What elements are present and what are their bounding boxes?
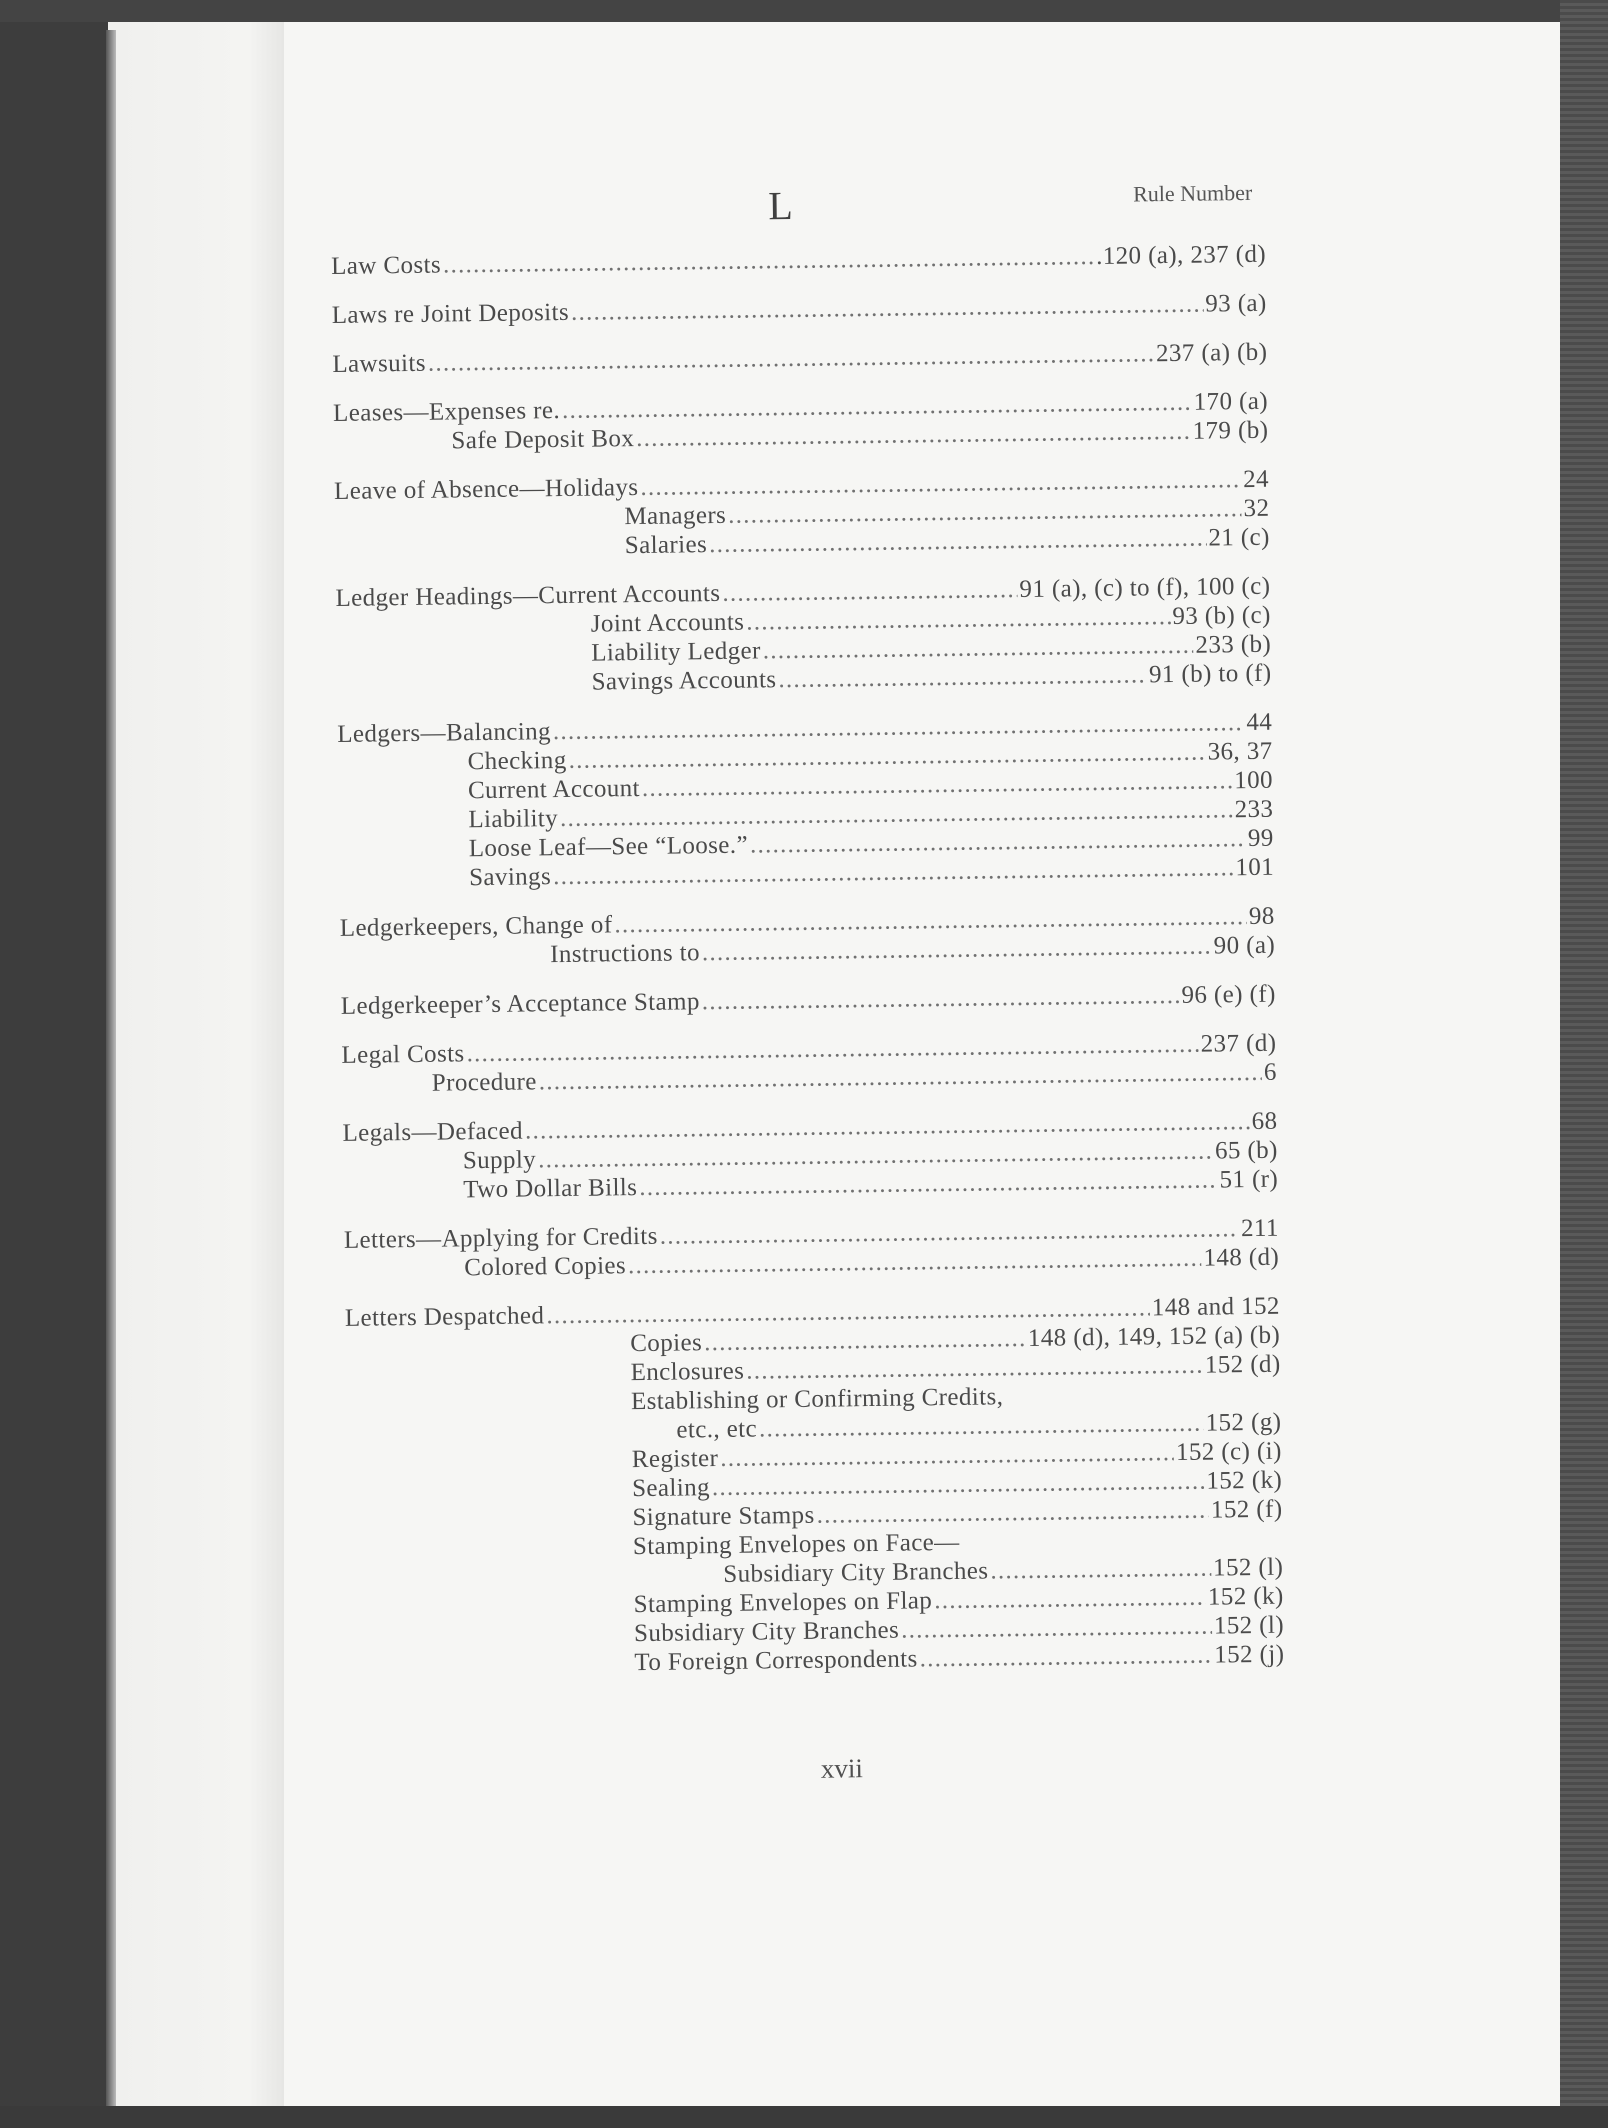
entry-heading: Laws re Joint Deposits bbox=[331, 298, 570, 329]
entry-rule-ref: 65 (b) bbox=[1214, 1136, 1278, 1165]
index-group bbox=[332, 289, 1267, 330]
scan-bottom-border bbox=[0, 2106, 1608, 2128]
entry-rule-ref: 237 (a) (b) bbox=[1155, 338, 1268, 368]
index-entry bbox=[332, 289, 1267, 330]
entry-rule-ref: 237 (d) bbox=[1200, 1029, 1277, 1058]
entry-rule-ref: 152 (l) bbox=[1212, 1553, 1284, 1582]
index-group bbox=[345, 1292, 1285, 1681]
entry-rule-ref: 44 bbox=[1246, 708, 1273, 737]
index-group bbox=[337, 708, 1274, 894]
index-group bbox=[341, 1029, 1277, 1099]
entry-heading: Law Costs bbox=[330, 251, 442, 280]
index-group bbox=[340, 902, 1276, 972]
subentry-label: Savings bbox=[468, 863, 552, 892]
index-group bbox=[333, 387, 1269, 457]
subentry-label: Enclosures bbox=[630, 1357, 745, 1387]
entry-rule-ref: 24 bbox=[1243, 465, 1270, 494]
entry-rule-ref: 152 (k) bbox=[1207, 1582, 1284, 1611]
entry-heading: Legal Costs bbox=[341, 1040, 465, 1069]
entry-rule-ref: 68 bbox=[1251, 1107, 1278, 1136]
entry-rule-ref: 233 bbox=[1234, 795, 1274, 824]
subentry-label: Signature Stamps bbox=[632, 1501, 815, 1532]
subentry-label: Procedure bbox=[431, 1068, 537, 1097]
subentry-label: etc., etc bbox=[676, 1415, 758, 1444]
entry-rule-ref: 93 (a) bbox=[1205, 289, 1267, 318]
rule-number-heading: Rule Number bbox=[1132, 179, 1253, 207]
subentry-label: Sealing bbox=[631, 1474, 711, 1503]
entry-rule-ref: 93 (b) (c) bbox=[1172, 601, 1271, 631]
subentry-label: Supply bbox=[462, 1146, 537, 1175]
scan-top-border bbox=[0, 0, 1608, 22]
leader-dots bbox=[428, 339, 1155, 378]
leader-dots bbox=[816, 1496, 1209, 1530]
entry-heading: Letters—Applying for Credits bbox=[343, 1222, 658, 1254]
entry-rule-ref: 90 (a) bbox=[1213, 931, 1276, 960]
scan-right-border bbox=[1560, 0, 1608, 2128]
subentry-label: Stamping Envelopes on Face— bbox=[632, 1528, 960, 1561]
index-entries bbox=[331, 240, 1285, 1701]
index-group bbox=[344, 1214, 1280, 1284]
index-group bbox=[341, 980, 1276, 1021]
leader-dots bbox=[702, 981, 1180, 1016]
entry-heading: Leave of Absence—Holidays bbox=[333, 473, 639, 505]
entry-rule-ref: 152 (f) bbox=[1210, 1495, 1283, 1524]
subentry-label: To Foreign Correspondents bbox=[634, 1645, 918, 1677]
subentry-label: Managers bbox=[624, 501, 727, 531]
page-binding-edge bbox=[106, 30, 116, 2115]
entry-heading: Letters Despatched bbox=[344, 1302, 545, 1332]
leader-dots bbox=[709, 524, 1207, 560]
index-group bbox=[334, 465, 1270, 564]
entry-rule-ref: 152 (j) bbox=[1214, 1640, 1285, 1669]
entry-rule-ref: 98 bbox=[1248, 902, 1275, 931]
index-group bbox=[332, 338, 1267, 379]
section-letter: L bbox=[768, 182, 794, 229]
leader-dots bbox=[636, 417, 1191, 453]
leader-dots bbox=[628, 1244, 1202, 1281]
leader-dots bbox=[990, 1554, 1211, 1586]
leader-dots bbox=[571, 290, 1204, 327]
subentry-label: Copies bbox=[630, 1329, 703, 1358]
subentry-label: Salaries bbox=[624, 531, 708, 560]
entry-heading: Lawsuits bbox=[332, 349, 427, 378]
entry-rule-ref: 91 (b) to (f) bbox=[1148, 659, 1272, 689]
leader-dots bbox=[702, 932, 1212, 968]
subentry-label: Checking bbox=[467, 746, 567, 776]
entry-rule-ref: 36, 37 bbox=[1207, 737, 1273, 766]
entry-rule-ref: 170 (a) bbox=[1193, 387, 1269, 416]
entry-rule-ref: 51 (r) bbox=[1219, 1165, 1279, 1194]
entry-rule-ref: 152 (c) (i) bbox=[1175, 1437, 1282, 1467]
entry-rule-ref: 211 bbox=[1240, 1214, 1279, 1243]
subentry-label: Establishing or Confirming Credits, bbox=[630, 1383, 1004, 1416]
index-group bbox=[342, 1107, 1278, 1206]
leader-dots bbox=[778, 660, 1147, 694]
leader-dots bbox=[919, 1641, 1212, 1674]
entry-rule-ref: 148 (d) bbox=[1203, 1243, 1280, 1272]
leader-dots bbox=[722, 575, 1017, 608]
entry-heading: Ledgerkeepers, Change of bbox=[339, 911, 613, 942]
entry-rule-ref: 148 (d), 149, 152 (a) (b) bbox=[1027, 1321, 1281, 1352]
subentry-label: Register bbox=[631, 1445, 719, 1474]
entry-rule-ref: 179 (b) bbox=[1192, 416, 1269, 445]
page-number: xvii bbox=[820, 1753, 864, 1784]
entry-rule-ref: 91 (a), (c) to (f), 100 (c) bbox=[1019, 572, 1271, 604]
entry-rule-ref: 101 bbox=[1235, 853, 1275, 882]
entry-rule-ref: 148 and 152 bbox=[1151, 1292, 1280, 1322]
leader-dots bbox=[934, 1583, 1206, 1616]
entry-heading: Ledgers—Balancing bbox=[337, 718, 552, 748]
entry-rule-ref: 96 (e) (f) bbox=[1181, 980, 1276, 1009]
entry-heading: Ledgerkeeper’s Acceptance Stamp bbox=[340, 988, 700, 1020]
index-entry bbox=[341, 980, 1276, 1021]
entry-rule-ref: 32 bbox=[1243, 494, 1270, 523]
entry-heading: Leases—Expenses re. bbox=[332, 397, 561, 427]
entry-rule-ref: 100 bbox=[1234, 766, 1274, 795]
subentry-label: Subsidiary City Branches bbox=[633, 1616, 900, 1648]
entry-rule-ref: 152 (d) bbox=[1204, 1350, 1281, 1379]
subentry-label: Subsidiary City Branches bbox=[723, 1557, 989, 1588]
page-left-margin bbox=[108, 22, 284, 2112]
subentry-label: Liability bbox=[468, 805, 559, 834]
entry-rule-ref: 233 (b) bbox=[1195, 630, 1272, 659]
subentry-label: Joint Accounts bbox=[590, 608, 745, 638]
entry-heading: Ledger Headings—Current Accounts bbox=[335, 579, 721, 612]
entry-rule-ref: 152 (l) bbox=[1213, 1611, 1285, 1640]
entry-heading: Legals—Defaced bbox=[342, 1117, 524, 1147]
subentry-label: Stamping Envelopes on Flap bbox=[633, 1587, 933, 1619]
subentry-label: Instructions to bbox=[549, 939, 701, 969]
subentry-label: Current Account bbox=[467, 774, 641, 805]
leader-dots bbox=[901, 1612, 1212, 1645]
subentry-label: Safe Deposit Box bbox=[451, 425, 635, 455]
leader-dots bbox=[704, 1324, 1026, 1357]
subentry-label: Loose Leaf—See “Loose.” bbox=[468, 831, 749, 863]
subentry-label: Liability Ledger bbox=[591, 637, 761, 667]
subentry-label: Savings Accounts bbox=[591, 666, 777, 696]
index-entry bbox=[332, 338, 1267, 379]
leader-dots bbox=[746, 1351, 1203, 1386]
index-group bbox=[335, 572, 1271, 700]
entry-rule-ref: 21 (c) bbox=[1208, 523, 1270, 552]
leader-dots bbox=[639, 1165, 1218, 1202]
entry-rule-ref: 6 bbox=[1263, 1058, 1277, 1086]
entry-rule-ref: 99 bbox=[1247, 824, 1274, 853]
entry-rule-ref: .120 (a), 237 (d) bbox=[1095, 240, 1267, 270]
entry-rule-ref: 152 (k) bbox=[1206, 1466, 1283, 1495]
subentry-label: Colored Copies bbox=[464, 1252, 627, 1282]
entry-rule-ref: 152 (g) bbox=[1205, 1408, 1282, 1437]
subentry-label: Two Dollar Bills bbox=[463, 1174, 638, 1204]
